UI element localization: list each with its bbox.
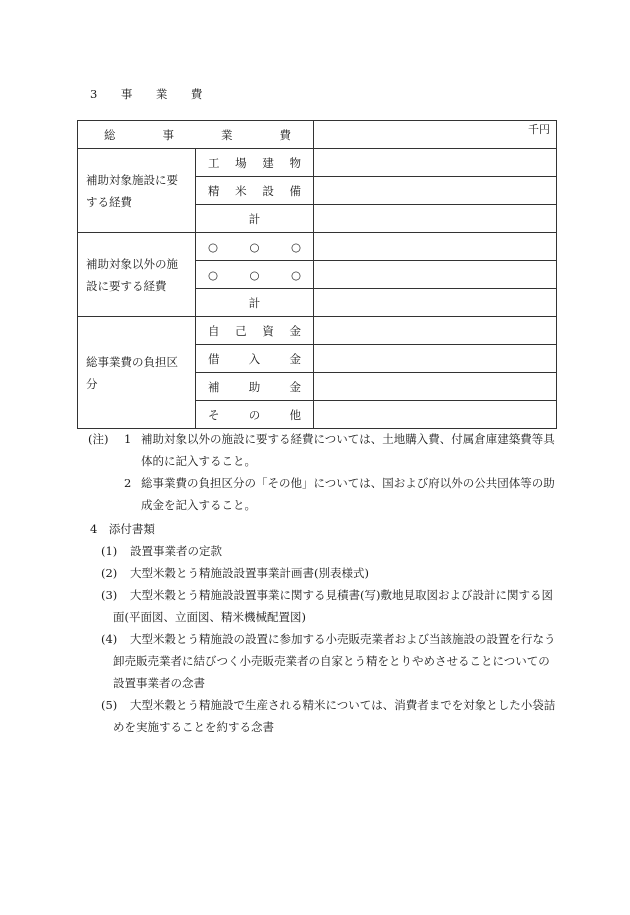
unit-label: 千円	[314, 121, 557, 149]
attachment-1-text: 設置事業者の定款	[130, 544, 222, 558]
label-char: の	[248, 407, 261, 422]
value-cell	[314, 177, 557, 205]
attachment-3-text: 大型米穀とう精施設設置事業に関する見積書(写)敷地見取図および設計に関する図面(平面図、立面図、精米機械配置図)	[113, 588, 553, 624]
label-char: 物	[289, 155, 301, 170]
subtotal-label: 計	[196, 289, 314, 317]
project-cost-table	[77, 120, 557, 429]
total-cost-label	[78, 127, 313, 143]
row-label	[196, 351, 313, 367]
attachment-5-number: (5)	[101, 698, 118, 712]
label-char: 建	[262, 155, 274, 170]
label-char: 資	[262, 323, 274, 338]
label-char: 設	[262, 183, 274, 198]
attachments-title: 4 添付書類	[90, 522, 155, 536]
label-char: 他	[289, 407, 301, 422]
note-2-text: 総事業費の負担区分の「その他」については、国および府以外の公共団体等の助成金を記入すること。	[141, 476, 555, 512]
row-label	[196, 407, 313, 423]
row-label	[196, 379, 313, 395]
note-1-text: 補助対象以外の施設に要する経費については、土地購入費、付属倉庫建築費等具体的に記入すること。	[141, 432, 555, 468]
label-char: 借	[208, 351, 220, 366]
value-cell	[314, 205, 557, 233]
label-char: 入	[248, 351, 261, 366]
value-cell	[314, 345, 557, 373]
label-char: 米	[235, 183, 247, 198]
label-char: 費	[279, 127, 291, 142]
section-heading: 3 事 業 費	[90, 87, 209, 101]
value-cell	[314, 233, 557, 261]
label-char: ○	[290, 267, 301, 282]
value-cell	[314, 373, 557, 401]
total-cost-label-cell	[78, 121, 314, 149]
attachment-1-number: (1)	[101, 544, 118, 558]
label-char: ○	[290, 239, 301, 254]
attachment-2-number: (2)	[101, 566, 118, 580]
label-char: 自	[208, 323, 220, 338]
attachment-4-text: 大型米穀とう精施設の設置に参加する小売販売業者および当該施設の設置を行なう卸売販売業者に結びつく小売販売業者の自家とう精をとりやめさせることについての設置事業者の念書	[113, 632, 556, 690]
subsidized-facility-label: 補助対象施設に要する経費	[78, 149, 196, 233]
non-subsidized-facility-label: 補助対象以外の施設に要する経費	[78, 233, 196, 317]
label-char: 精	[208, 183, 220, 198]
label-char: 工	[208, 155, 220, 170]
label-char: 金	[289, 351, 301, 366]
attachment-2-text: 大型米穀とう精施設設置事業計画書(別表様式)	[130, 566, 369, 580]
label-char: 総	[104, 127, 116, 142]
label-char: ○	[208, 239, 219, 254]
value-cell	[314, 317, 557, 345]
attachment-4-number: (4)	[101, 632, 118, 646]
row-label	[196, 240, 313, 254]
note-2-number: 2	[124, 476, 132, 490]
value-cell	[314, 261, 557, 289]
label-char: ○	[208, 267, 219, 282]
label-char: 金	[289, 379, 301, 394]
row-label	[196, 323, 313, 339]
row-label	[196, 268, 313, 282]
notes-prefix: (注)	[88, 432, 109, 446]
value-cell	[314, 401, 557, 429]
cost-burden-label: 総事業費の負担区分	[78, 317, 196, 429]
label-char: 事	[162, 127, 174, 142]
label-char: ○	[249, 239, 260, 254]
label-char: 備	[289, 183, 301, 198]
label-char: 補	[208, 379, 220, 394]
label-char: そ	[208, 407, 220, 422]
label-char: 業	[221, 127, 233, 142]
label-char: 助	[248, 379, 261, 394]
value-cell	[314, 149, 557, 177]
label-char: 己	[235, 323, 247, 338]
row-label	[196, 183, 313, 199]
attachment-3-number: (3)	[101, 588, 118, 602]
attachment-5-text: 大型米穀とう精施設で生産される精米については、消費者までを対象とした小袋詰めを実施することを約する念書	[113, 698, 556, 734]
value-cell	[314, 289, 557, 317]
note-1-number: 1	[124, 432, 132, 446]
subtotal-label: 計	[196, 205, 314, 233]
row-label	[196, 155, 313, 171]
label-char: 場	[235, 155, 247, 170]
label-char: 金	[289, 323, 301, 338]
label-char: ○	[249, 267, 260, 282]
